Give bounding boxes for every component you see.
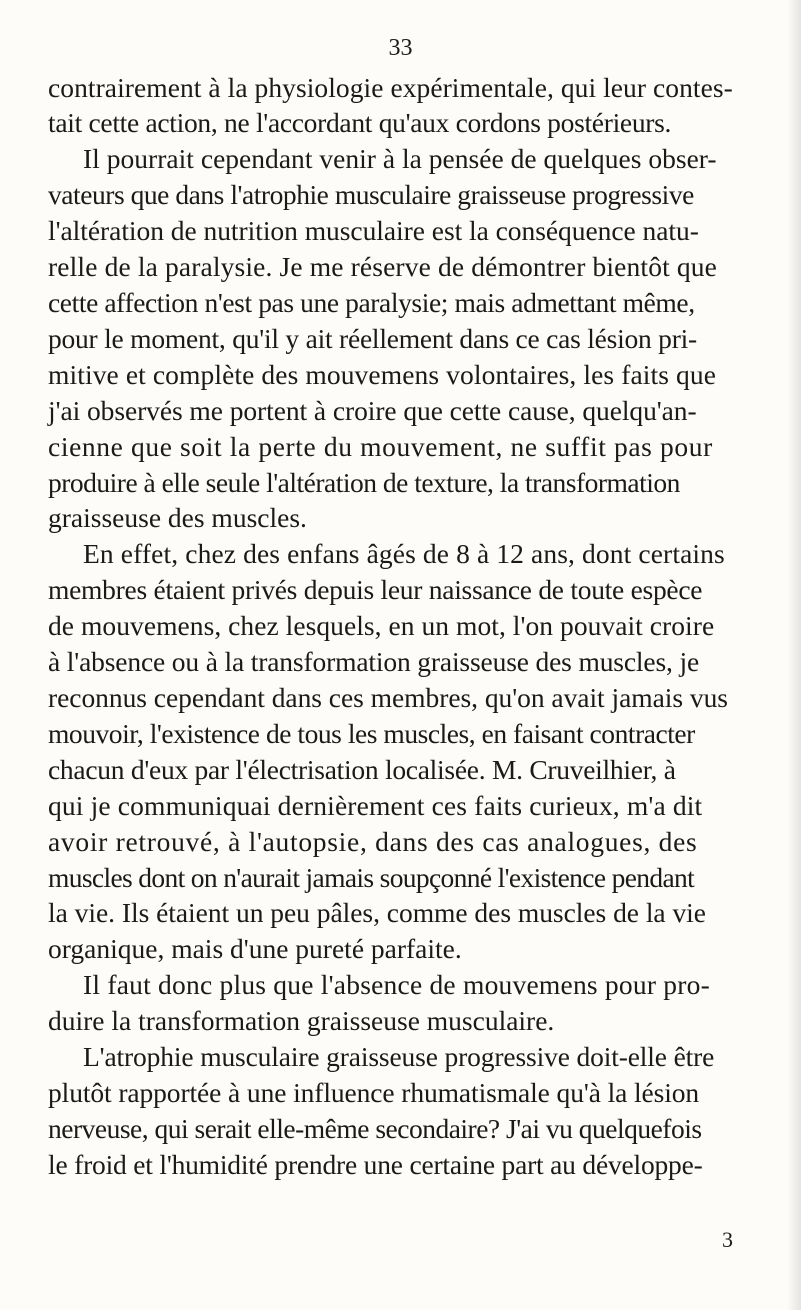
text-line: reconnus cependant dans ces membres, qu'on avait jamais vus <box>48 682 728 713</box>
text-line: tait cette action, ne l'accordant qu'aux cordons postérieurs. <box>48 107 672 138</box>
text-line: à l'absence ou à la transformation graisseuse des muscles, je <box>48 646 699 677</box>
page-number: 33 <box>388 35 413 61</box>
text-line: la vie. Ils étaient un peu pâles, comme des muscles de la vie <box>48 897 706 928</box>
text-line: pour le moment, qu'il y ait réellement dans ce cas lésion pri- <box>48 323 697 354</box>
text-line: qui je communiquai dernièrement ces faits curieux, m'a dit <box>48 790 703 821</box>
text-line: le froid et l'humidité prendre une certaine part au développe- <box>48 1149 703 1180</box>
page-edge-shadow <box>787 0 801 1310</box>
text-line: organique, mais d'une pureté parfaite. <box>48 933 462 964</box>
text-line: mitive et complète des mouvemens volontaires, les faits que <box>48 359 717 390</box>
text-line: Il pourrait cependant venir à la pensée de quelques obser- <box>83 143 717 174</box>
text-line: membres étaient privés depuis leur naissance de toute espèce <box>48 574 703 605</box>
text-line: mouvoir, l'existence de tous les muscles, en faisant contracter <box>48 718 695 749</box>
text-line: En effet, chez des enfans âgés de 8 à 12 ans, dont certains <box>83 538 725 569</box>
text-line: de mouvemens, chez lesquels, en un mot, l'on pouvait croire <box>48 610 715 641</box>
text-line: L'atrophie musculaire graisseuse progressive doit-elle être <box>83 1041 715 1072</box>
text-line: cette affection n'est pas une paralysie; mais admettant même, <box>48 287 695 318</box>
text-line: avoir retrouvé, à l'autopsie, dans des cas analogues, des <box>48 826 698 857</box>
text-line: nerveuse, qui serait elle-même secondaire? J'ai vu quelquefois <box>48 1113 702 1144</box>
text-line: produire à elle seule l'altération de texture, la transformation <box>48 467 680 498</box>
text-line: cienne que soit la perte du mouvement, ne suffit pas pour <box>48 431 713 462</box>
text-line: Il faut donc plus que l'absence de mouvemens pour pro- <box>83 969 711 1000</box>
text-line: contrairement à la physiologie expérimentale, qui leur contes- <box>48 72 733 103</box>
text-line: muscles dont on n'aurait jamais soupçonné l'existence pendant <box>48 862 695 893</box>
text-line: relle de la paralysie. Je me réserve de démontrer bientôt que <box>48 251 718 282</box>
text-line: vateurs que dans l'atrophie musculaire graisseuse progressive <box>48 179 694 210</box>
text-line: chacun d'eux par l'électrisation localisée. M. Cruveilhier, à <box>48 754 676 785</box>
text-line: plutôt rapportée à une influence rhumatismale qu'à la lésion <box>48 1077 700 1108</box>
text-line: j'ai observés me portent à croire que cette cause, quelqu'an- <box>48 395 697 426</box>
text-line: l'altération de nutrition musculaire est la conséquence natu- <box>48 215 699 246</box>
text-line: graisseuse des muscles. <box>48 502 307 533</box>
signature-mark: 3 <box>722 1227 733 1252</box>
text-line: duire la transformation graisseuse musculaire. <box>48 1005 555 1036</box>
